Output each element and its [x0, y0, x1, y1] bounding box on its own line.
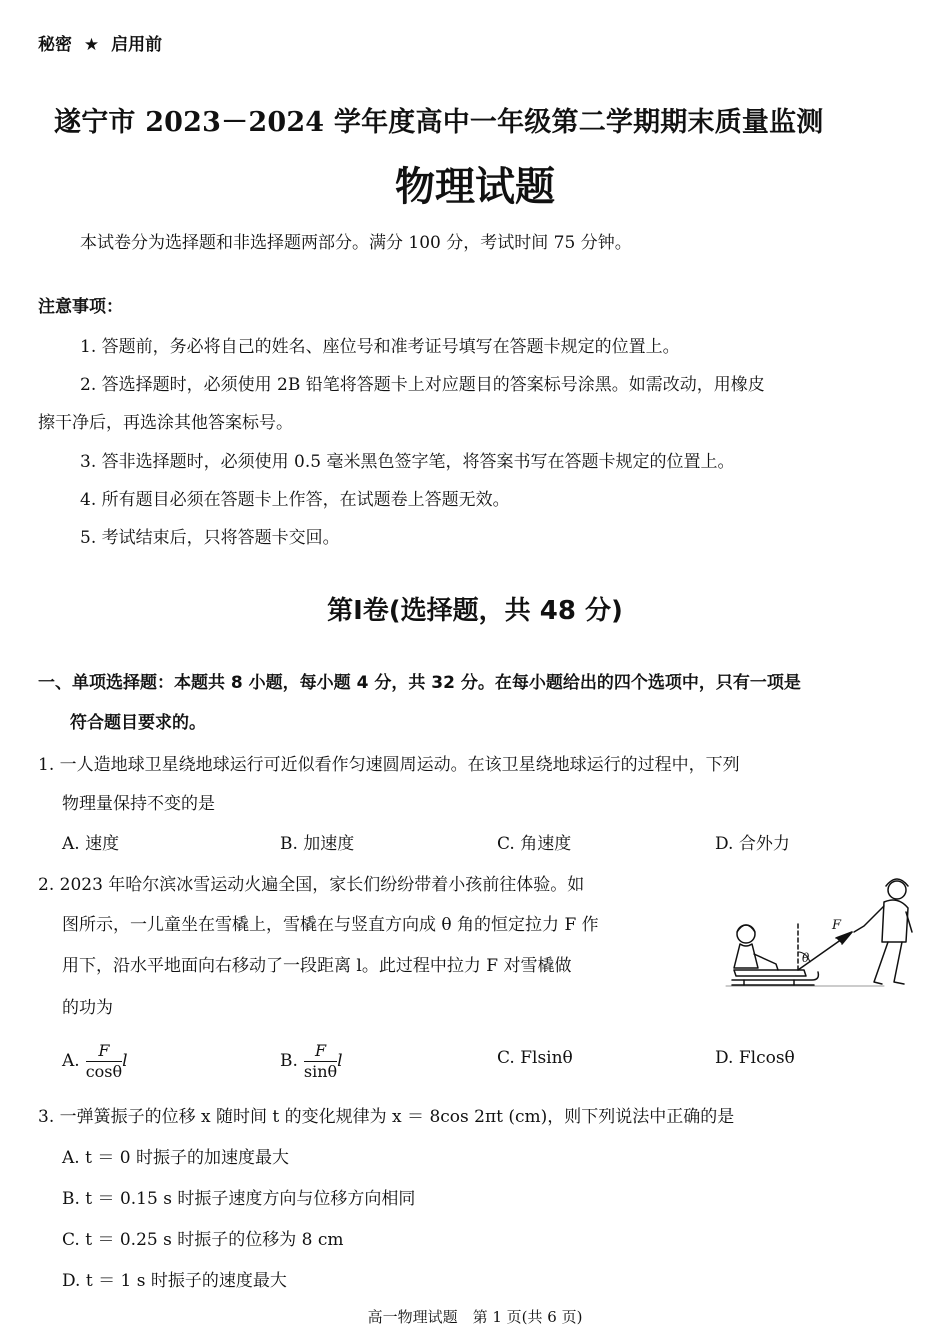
- note-2-cont: 擦干净后，再选涂其他答案标号。: [38, 413, 293, 433]
- q3-option-d: D. t ＝ 1 s 时振子的速度最大: [62, 1271, 287, 1291]
- notes-heading: 注意事项：: [38, 297, 123, 317]
- star-icon: ★: [83, 35, 100, 55]
- q2-option-a-denominator: cosθ: [85, 1061, 123, 1081]
- angle-label: θ: [802, 951, 810, 965]
- q2-option-b-fraction: [303, 1040, 338, 1081]
- q2-option-a-label: A.: [62, 1051, 80, 1071]
- q2-option-b-label: B.: [280, 1051, 298, 1071]
- q2-stem-cont-1: 图所示，一儿童坐在雪橇上，雪橇在与竖直方向成 θ 角的恒定拉力 F 作: [62, 915, 599, 935]
- intro-text: 本试卷分为选择题和非选择题两部分。满分 100 分，考试时间 75 分钟。: [80, 233, 632, 253]
- q2-stem-cont-3: 的功为: [62, 998, 113, 1018]
- note-2: 2. 答选择题时，必须使用 2B 铅笔将答题卡上对应题目的答案标号涂黑。如需改动，用橡皮: [80, 375, 765, 395]
- q3-option-a: A. t ＝ 0 时振子的加速度最大: [62, 1148, 289, 1168]
- q1-option-d: D. 合外力: [715, 834, 790, 854]
- force-label: F: [832, 918, 842, 933]
- part1-instructions-cont: 符合题目要求的。: [70, 713, 206, 733]
- note-4: 4. 所有题目必须在答题卡上作答，在试题卷上答题无效。: [80, 490, 510, 510]
- q2-stem-cont-2: 用下，沿水平地面向右移动了一段距离 l。此过程中拉力 F 对雪橇做: [62, 956, 572, 976]
- q2-option-a: [62, 1036, 128, 1086]
- q2-option-b-numerator: F: [304, 1043, 337, 1062]
- q3-option-c: C. t ＝ 0.25 s 时振子的位移为 8 cm: [62, 1230, 344, 1250]
- q1-option-a: A. 速度: [62, 834, 120, 854]
- q2-option-a-numerator: F: [86, 1043, 122, 1062]
- note-5: 5. 考试结束后，只将答题卡交回。: [80, 528, 340, 548]
- q2-option-c: C. Flsinθ: [497, 1048, 573, 1068]
- sled-figure: [724, 872, 914, 994]
- section-title: 第Ⅰ卷(选择题，共 48 分): [327, 596, 623, 626]
- q1-option-b: B. 加速度: [280, 834, 355, 854]
- q1-stem: 1. 一人造地球卫星绕地球运行可近似看作匀速圆周运动。在该卫星绕地球运行的过程中，下列: [38, 755, 740, 775]
- note-3: 3. 答非选择题时，必须使用 0.5 毫米黑色签字笔，将答案书写在答题卡规定的位置上。: [80, 452, 735, 472]
- secret-label: 秘密: [38, 35, 72, 55]
- part1-instructions: 一、单项选择题：本题共 8 小题，每小题 4 分，共 32 分。在每小题给出的四个选项中，只有一项是: [38, 673, 801, 693]
- q2-option-b-denominator: sinθ: [303, 1061, 338, 1081]
- q3-stem: 3. 一弹簧振子的位移 x 随时间 t 的变化规律为 x ＝ 8cos 2πt (cm)，则下列说法中正确的是: [38, 1107, 735, 1127]
- q2-option-a-fraction: [85, 1040, 123, 1081]
- note-1: 1. 答题前，务必将自己的姓名、座位号和准考证号填写在答题卡规定的位置上。: [80, 337, 680, 357]
- q3-option-b: B. t ＝ 0.15 s 时振子速度方向与位移方向相同: [62, 1189, 416, 1209]
- subject-title: 物理试题: [395, 164, 555, 210]
- status-label: 启用前: [111, 35, 163, 55]
- q2-option-b: [280, 1036, 343, 1086]
- q1-option-c: C. 角速度: [497, 834, 572, 854]
- q2-option-a-tail: l: [122, 1051, 128, 1071]
- q2-option-d: D. Flcosθ: [715, 1048, 795, 1068]
- exam-title: 遂宁市 2023－2024 学年度高中一年级第二学期期末质量监测: [54, 107, 824, 138]
- q2-option-b-tail: l: [337, 1051, 343, 1071]
- confidential-mark: [38, 30, 162, 55]
- q2-stem: 2. 2023 年哈尔滨冰雪运动火遍全国，家长们纷纷带着小孩前往体验。如: [38, 875, 585, 895]
- q1-stem-cont: 物理量保持不变的是: [62, 794, 215, 814]
- page-footer: 高一物理试题 第 1 页(共 6 页): [367, 1308, 583, 1326]
